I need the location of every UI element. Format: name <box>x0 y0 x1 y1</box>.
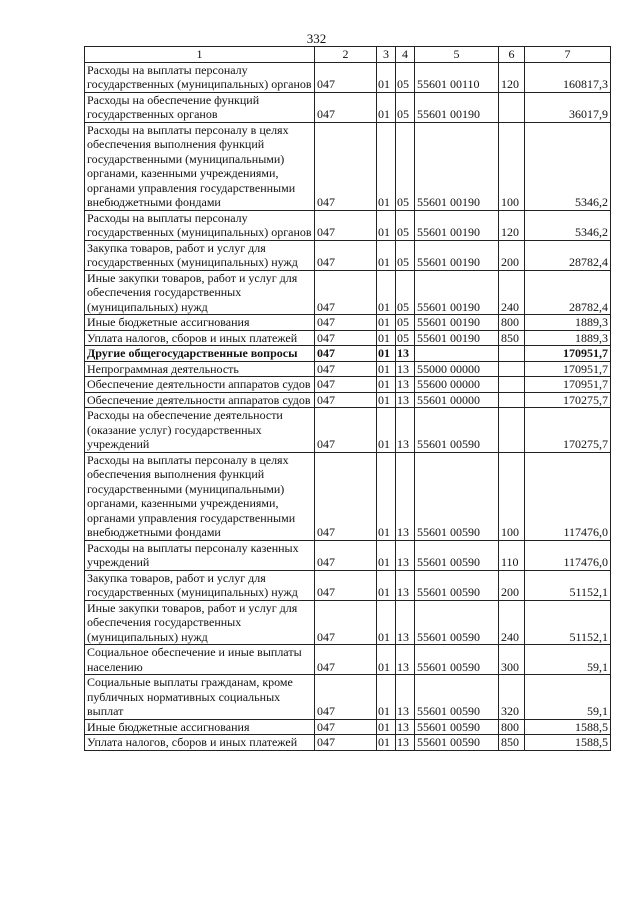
row-amount: 1889,3 <box>525 315 611 331</box>
row-expense-type: 240 <box>499 270 525 315</box>
row-name: Расходы на обеспечение деятельности (оказание услуг) государственных учреждений <box>85 408 315 453</box>
row-section: 01 <box>377 315 396 331</box>
row-name: Расходы на выплаты персоналу государственных (муниципальных) органов <box>85 210 315 240</box>
row-amount: 170951,7 <box>525 346 611 362</box>
row-subsection: 05 <box>396 62 415 92</box>
row-amount: 28782,4 <box>525 240 611 270</box>
row-section: 01 <box>377 92 396 122</box>
row-section: 01 <box>377 408 396 453</box>
row-expense-type: 100 <box>499 122 525 210</box>
row-code-admin: 047 <box>315 270 377 315</box>
row-name: Уплата налогов, сборов и иных платежей <box>85 735 315 751</box>
row-code-admin: 047 <box>315 452 377 540</box>
row-subsection: 05 <box>396 270 415 315</box>
row-amount: 170951,7 <box>525 377 611 393</box>
row-section: 01 <box>377 452 396 540</box>
row-name: Закупка товаров, работ и услуг для государственных (муниципальных) нужд <box>85 570 315 600</box>
row-code-admin: 047 <box>315 540 377 570</box>
row-subsection: 13 <box>396 600 415 645</box>
column-header: 5 <box>415 47 499 63</box>
column-header: 2 <box>315 47 377 63</box>
table-row <box>85 392 611 408</box>
table-row <box>85 645 611 675</box>
row-code-admin: 047 <box>315 210 377 240</box>
budget-table <box>84 46 611 751</box>
row-name: Обеспечение деятельности аппаратов судов <box>85 392 315 408</box>
row-code-admin: 047 <box>315 240 377 270</box>
row-section: 01 <box>377 719 396 735</box>
row-subsection: 05 <box>396 240 415 270</box>
table-row <box>85 570 611 600</box>
row-subsection: 13 <box>396 377 415 393</box>
row-target-article: 55601 00590 <box>415 645 499 675</box>
row-section: 01 <box>377 122 396 210</box>
row-section: 01 <box>377 330 396 346</box>
column-header: 1 <box>85 47 315 63</box>
row-expense-type <box>499 408 525 453</box>
table-row <box>85 540 611 570</box>
row-target-article: 55601 00110 <box>415 62 499 92</box>
row-expense-type <box>499 361 525 377</box>
row-target-article: 55601 00190 <box>415 210 499 240</box>
row-expense-type: 320 <box>499 675 525 720</box>
row-code-admin: 047 <box>315 645 377 675</box>
table-row <box>85 330 611 346</box>
row-subsection: 13 <box>396 361 415 377</box>
row-section: 01 <box>377 346 396 362</box>
row-code-admin: 047 <box>315 122 377 210</box>
row-code-admin: 047 <box>315 719 377 735</box>
row-section: 01 <box>377 62 396 92</box>
row-section: 01 <box>377 270 396 315</box>
table-row <box>85 315 611 331</box>
row-amount: 1588,5 <box>525 719 611 735</box>
row-expense-type <box>499 392 525 408</box>
row-code-admin: 047 <box>315 62 377 92</box>
row-amount: 117476,0 <box>525 540 611 570</box>
table-row <box>85 675 611 720</box>
row-subsection: 05 <box>396 92 415 122</box>
row-name: Иные бюджетные ассигнования <box>85 315 315 331</box>
row-name: Закупка товаров, работ и услуг для государственных (муниципальных) нужд <box>85 240 315 270</box>
row-code-admin: 047 <box>315 408 377 453</box>
row-expense-type: 800 <box>499 315 525 331</box>
row-code-admin: 047 <box>315 600 377 645</box>
row-subsection: 13 <box>396 735 415 751</box>
row-subsection: 13 <box>396 452 415 540</box>
table-row <box>85 210 611 240</box>
row-amount: 51152,1 <box>525 600 611 645</box>
row-expense-type: 240 <box>499 600 525 645</box>
table-row <box>85 346 611 362</box>
header-row <box>85 47 611 63</box>
row-name: Социальное обеспечение и иные выплаты населению <box>85 645 315 675</box>
row-amount: 5346,2 <box>525 210 611 240</box>
row-subsection: 13 <box>396 645 415 675</box>
row-section: 01 <box>377 645 396 675</box>
table-row <box>85 270 611 315</box>
row-expense-type: 200 <box>499 570 525 600</box>
row-section: 01 <box>377 377 396 393</box>
row-target-article: 55601 00590 <box>415 408 499 453</box>
row-section: 01 <box>377 392 396 408</box>
row-expense-type: 120 <box>499 210 525 240</box>
row-name: Социальные выплаты гражданам, кроме публичных нормативных социальных выплат <box>85 675 315 720</box>
row-expense-type: 800 <box>499 719 525 735</box>
row-section: 01 <box>377 240 396 270</box>
row-expense-type: 100 <box>499 452 525 540</box>
row-code-admin: 047 <box>315 675 377 720</box>
row-code-admin: 047 <box>315 330 377 346</box>
row-code-admin: 047 <box>315 92 377 122</box>
row-expense-type <box>499 346 525 362</box>
row-expense-type <box>499 92 525 122</box>
row-target-article: 55601 00190 <box>415 122 499 210</box>
row-target-article: 55601 00590 <box>415 540 499 570</box>
row-amount: 117476,0 <box>525 452 611 540</box>
row-subsection: 13 <box>396 392 415 408</box>
row-amount: 1889,3 <box>525 330 611 346</box>
table-row <box>85 240 611 270</box>
column-header: 6 <box>499 47 525 63</box>
row-name: Расходы на обеспечение функций государственных органов <box>85 92 315 122</box>
row-name: Другие общегосударственные вопросы <box>85 346 315 362</box>
row-amount: 170275,7 <box>525 408 611 453</box>
table-row <box>85 719 611 735</box>
row-target-article: 55601 00590 <box>415 675 499 720</box>
table-row <box>85 735 611 751</box>
table-row <box>85 600 611 645</box>
row-target-article <box>415 346 499 362</box>
row-amount: 59,1 <box>525 645 611 675</box>
row-amount: 5346,2 <box>525 122 611 210</box>
row-target-article: 55601 00190 <box>415 240 499 270</box>
table-row <box>85 377 611 393</box>
row-target-article: 55601 00590 <box>415 735 499 751</box>
row-expense-type: 120 <box>499 62 525 92</box>
row-section: 01 <box>377 361 396 377</box>
row-amount: 59,1 <box>525 675 611 720</box>
row-name: Уплата налогов, сборов и иных платежей <box>85 330 315 346</box>
row-name: Расходы на выплаты персоналу в целях обеспечения выполнения функций государственными (муниципальными) органами, казенными учреждениями, органами управления государственными внебюджетными фондами <box>85 452 315 540</box>
row-amount: 28782,4 <box>525 270 611 315</box>
row-name: Иные закупки товаров, работ и услуг для обеспечения государственных (муниципальных) нужд <box>85 270 315 315</box>
row-subsection: 13 <box>396 719 415 735</box>
row-code-admin: 047 <box>315 570 377 600</box>
row-target-article: 55601 00190 <box>415 330 499 346</box>
column-header: 4 <box>396 47 415 63</box>
row-amount: 170275,7 <box>525 392 611 408</box>
row-expense-type: 850 <box>499 330 525 346</box>
row-name: Обеспечение деятельности аппаратов судов <box>85 377 315 393</box>
row-name: Расходы на выплаты персоналу государственных (муниципальных) органов <box>85 62 315 92</box>
row-subsection: 13 <box>396 540 415 570</box>
row-expense-type: 300 <box>499 645 525 675</box>
row-section: 01 <box>377 600 396 645</box>
column-header: 7 <box>525 47 611 63</box>
table-row <box>85 408 611 453</box>
row-target-article: 55601 00590 <box>415 719 499 735</box>
row-amount: 170951,7 <box>525 361 611 377</box>
row-subsection: 13 <box>396 408 415 453</box>
row-subsection: 05 <box>396 330 415 346</box>
row-subsection: 05 <box>396 122 415 210</box>
row-subsection: 13 <box>396 675 415 720</box>
table-row <box>85 361 611 377</box>
row-amount: 51152,1 <box>525 570 611 600</box>
row-target-article: 55601 00190 <box>415 92 499 122</box>
page-number: 332 <box>306 31 327 46</box>
row-code-admin: 047 <box>315 361 377 377</box>
row-code-admin: 047 <box>315 346 377 362</box>
row-target-article: 55601 00590 <box>415 570 499 600</box>
row-subsection: 05 <box>396 210 415 240</box>
row-target-article: 55601 00000 <box>415 392 499 408</box>
row-section: 01 <box>377 735 396 751</box>
row-name: Иные закупки товаров, работ и услуг для обеспечения государственных (муниципальных) нужд <box>85 600 315 645</box>
table-row <box>85 122 611 210</box>
row-section: 01 <box>377 675 396 720</box>
row-amount: 160817,3 <box>525 62 611 92</box>
row-expense-type: 110 <box>499 540 525 570</box>
row-amount: 36017,9 <box>525 92 611 122</box>
row-section: 01 <box>377 570 396 600</box>
row-amount: 1588,5 <box>525 735 611 751</box>
row-target-article: 55601 00190 <box>415 315 499 331</box>
row-name: Расходы на выплаты персоналу в целях обеспечения выполнения функций государственными (муниципальными) органами, казенными учреждениями, органами управления государственными внебюджетными фондами <box>85 122 315 210</box>
column-header: 3 <box>377 47 396 63</box>
row-target-article: 55600 00000 <box>415 377 499 393</box>
row-subsection: 05 <box>396 315 415 331</box>
row-expense-type <box>499 377 525 393</box>
row-section: 01 <box>377 210 396 240</box>
row-code-admin: 047 <box>315 735 377 751</box>
table-row <box>85 92 611 122</box>
row-target-article: 55601 00590 <box>415 452 499 540</box>
row-expense-type: 200 <box>499 240 525 270</box>
row-name: Непрограммная деятельность <box>85 361 315 377</box>
table-row <box>85 452 611 540</box>
row-target-article: 55601 00590 <box>415 600 499 645</box>
row-subsection: 13 <box>396 346 415 362</box>
row-target-article: 55000 00000 <box>415 361 499 377</box>
row-name: Расходы на выплаты персоналу казенных учреждений <box>85 540 315 570</box>
table-row <box>85 62 611 92</box>
row-target-article: 55601 00190 <box>415 270 499 315</box>
row-subsection: 13 <box>396 570 415 600</box>
row-expense-type: 850 <box>499 735 525 751</box>
row-code-admin: 047 <box>315 392 377 408</box>
row-name: Иные бюджетные ассигнования <box>85 719 315 735</box>
row-section: 01 <box>377 540 396 570</box>
row-code-admin: 047 <box>315 315 377 331</box>
row-code-admin: 047 <box>315 377 377 393</box>
